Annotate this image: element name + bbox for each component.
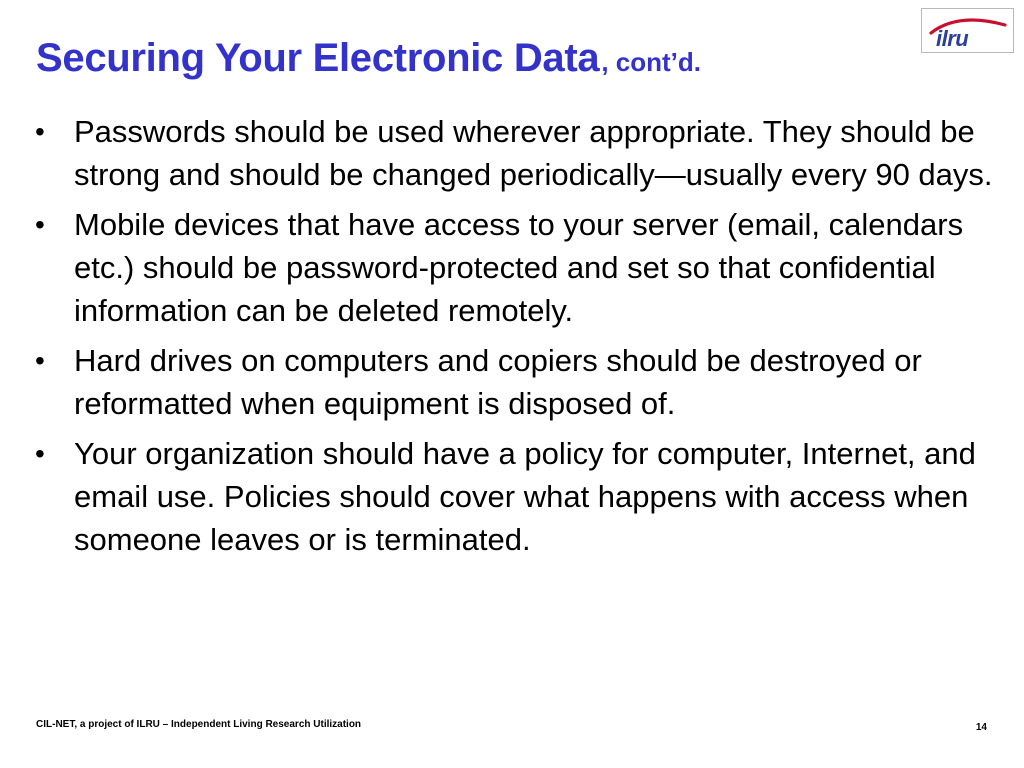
footer-credit: CIL-NET, a project of ILRU – Independent Living Research Utilization bbox=[36, 719, 362, 730]
ilru-logo-icon bbox=[921, 8, 1014, 53]
bullet-text: Your organization should have a policy for computer, Internet, and email use. Policies should cover what happens with access when someone leaves or is terminated. bbox=[74, 436, 976, 557]
bullet-text: Hard drives on computers and copiers should be destroyed or reformatted when equipment is disposed of. bbox=[74, 343, 922, 421]
bullet-marker: • bbox=[35, 209, 45, 240]
bullet-item bbox=[30, 432, 1000, 561]
bullet-item bbox=[30, 339, 1000, 425]
slide-title bbox=[36, 38, 701, 78]
bullet-item bbox=[30, 110, 1000, 196]
logo-text: ilru bbox=[936, 26, 969, 51]
slide-title-main: Securing Your Electronic Data bbox=[36, 36, 600, 80]
bullet-marker: • bbox=[35, 438, 45, 469]
bullet-text: Mobile devices that have access to your server (email, calendars etc.) should be password-protected and set so that confidential information can be deleted remotely. bbox=[74, 207, 964, 328]
page-number: 14 bbox=[975, 722, 987, 733]
slide-title-suffix: , cont’d. bbox=[601, 47, 701, 77]
bullet-list bbox=[30, 110, 1000, 568]
bullet-marker: • bbox=[35, 116, 45, 147]
bullet-marker: • bbox=[35, 345, 45, 376]
bullet-item bbox=[30, 203, 1000, 332]
bullet-text: Passwords should be used wherever appropriate. They should be strong and should be changed periodically—usually every 90 days. bbox=[74, 114, 993, 192]
